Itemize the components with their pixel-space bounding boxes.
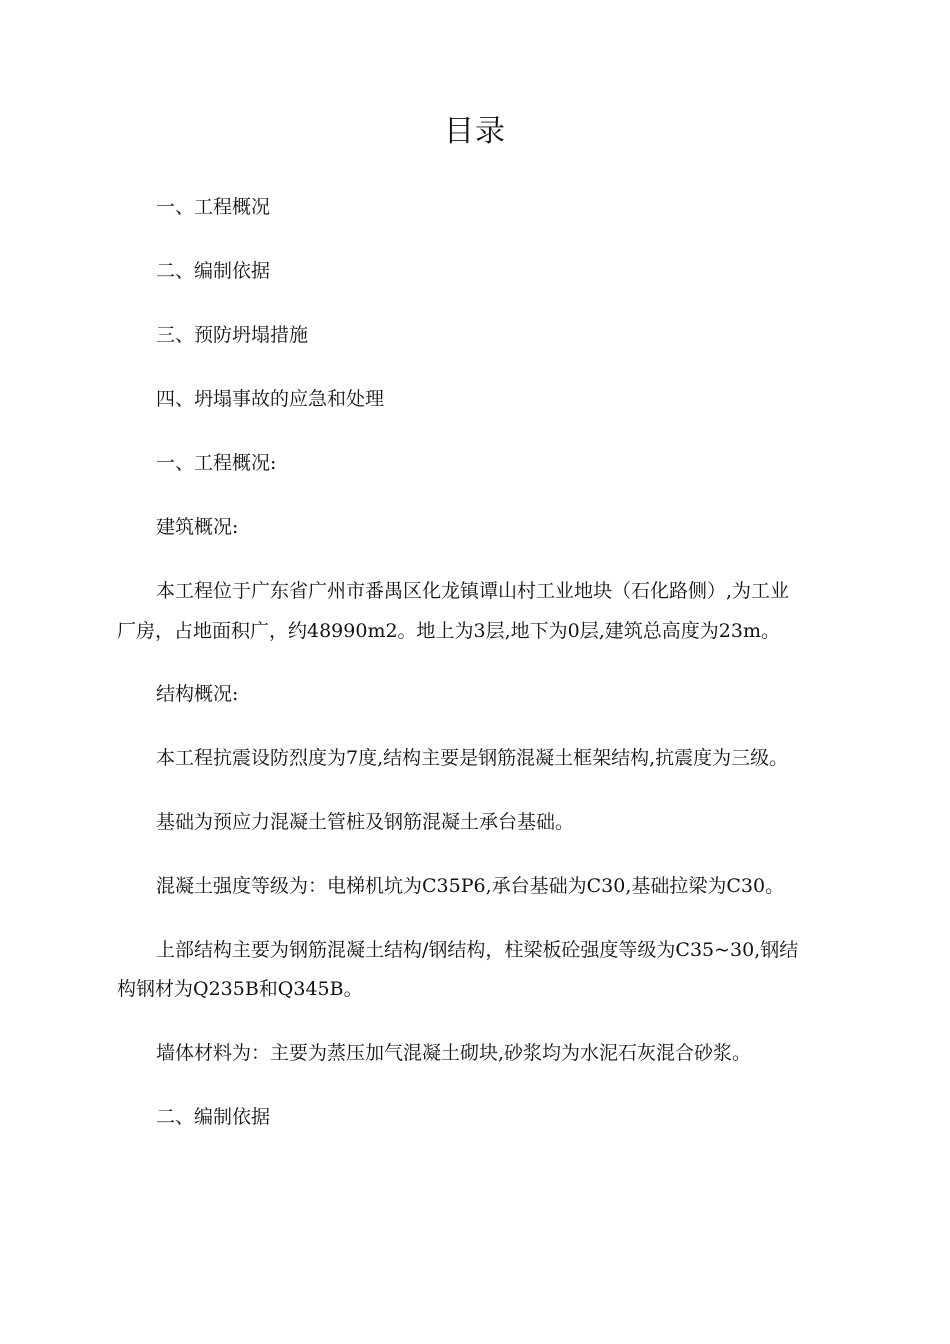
section-1-heading: 一、工程概况: bbox=[156, 452, 277, 474]
toc-item-3: 三、预防坍塌措施 bbox=[156, 324, 309, 346]
toc-item-1: 一、工程概况 bbox=[156, 196, 271, 218]
toc-item-2: 二、编制依据 bbox=[156, 260, 271, 282]
structure-paragraph-3: 混凝土强度等级为：电梯机坑为C35P6,承台基础为C30,基础拉梁为C30。 bbox=[156, 875, 785, 897]
page-title: 目录 bbox=[444, 114, 506, 149]
building-paragraph-line-1: 本工程位于广东省广州市番禺区化龙镇谭山村工业地块（石化路侧）,为工业 bbox=[156, 580, 790, 602]
building-overview-heading: 建筑概况: bbox=[156, 516, 239, 538]
structure-paragraph-5: 墙体材料为：主要为蒸压加气混凝土砌块,砂浆均为水泥石灰混合砂浆。 bbox=[156, 1042, 752, 1064]
structure-paragraph-4-line-2: 构钢材为Q235B和Q345B。 bbox=[117, 978, 363, 1000]
structure-overview-heading: 结构概况: bbox=[156, 683, 239, 705]
structure-paragraph-4-line-1: 上部结构主要为钢筋混凝土结构/钢结构，柱梁板砼强度等级为C35~30,钢结 bbox=[156, 939, 799, 961]
structure-paragraph-1: 本工程抗震设防烈度为7度,结构主要是钢筋混凝土框架结构,抗震度为三级。 bbox=[156, 747, 789, 769]
section-2-heading: 二、编制依据 bbox=[156, 1106, 271, 1128]
structure-paragraph-2: 基础为预应力混凝土管桩及钢筋混凝土承台基础。 bbox=[156, 811, 575, 833]
building-paragraph-line-2: 厂房，占地面积广，约48990m2。地上为3层,地下为0层,建筑总高度为23m。 bbox=[117, 620, 780, 642]
toc-item-4: 四、坍塌事故的应急和处理 bbox=[156, 388, 385, 410]
